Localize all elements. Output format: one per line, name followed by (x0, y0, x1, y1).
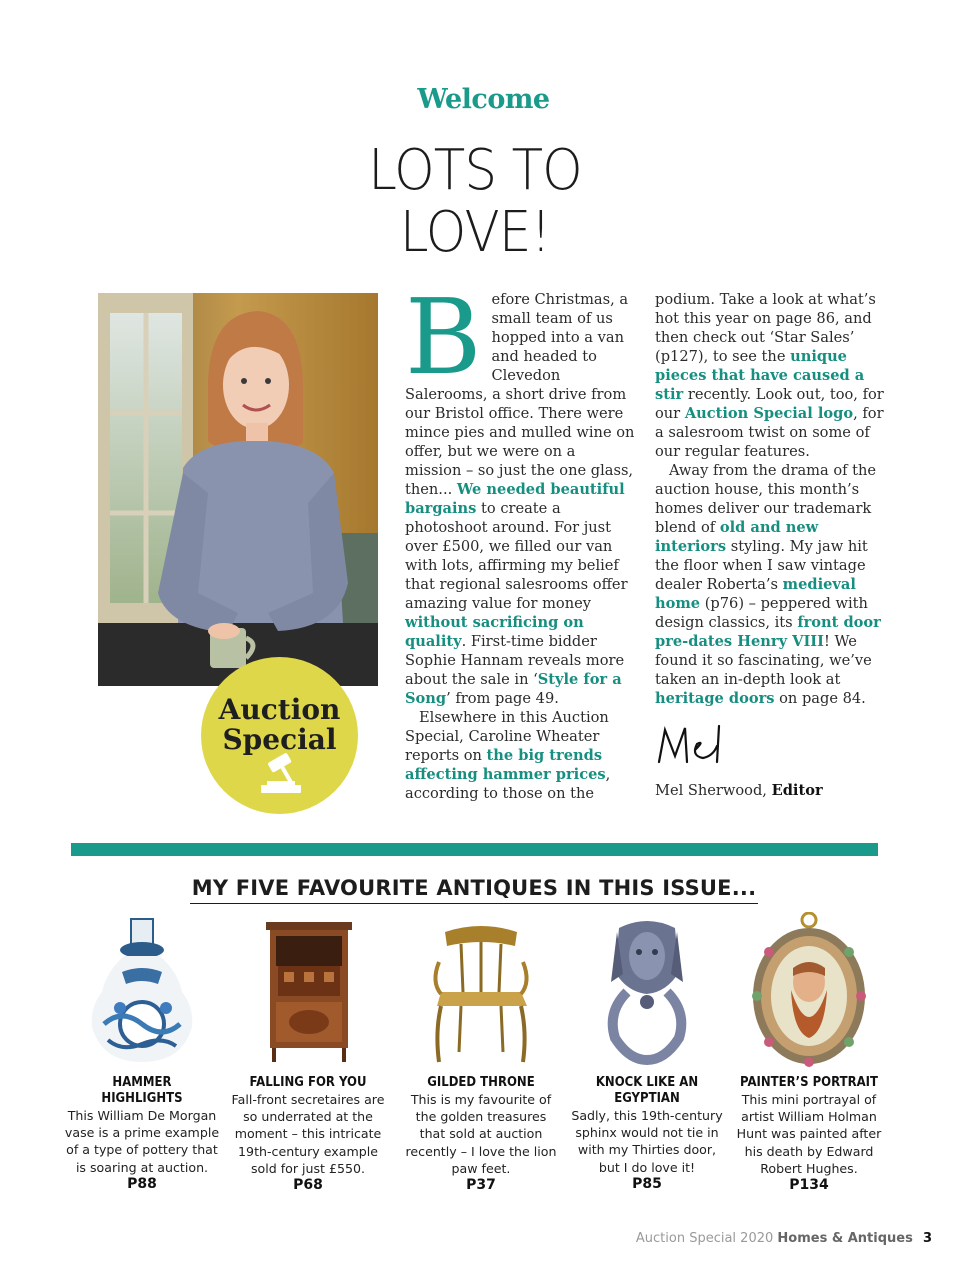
editorial-text: ! We found it so fascinating, we’ve taken an in-depth look at (655, 633, 872, 688)
editorial-text: on page 84. (774, 690, 866, 707)
badge-line-2: Special (222, 723, 337, 756)
editorial-text: efore Christmas, a small team of us hopped into a van and headed to Clevedon Salerooms, a short drive from our Bristol office. There were mince pies and mulled wine on offer, but we were on a mission – so just the one glass, then... (405, 291, 635, 498)
favourites-heading: MY FIVE FAVOURITE ANTIQUES IN THIS ISSUE... (190, 876, 758, 904)
editorial-text: (p76) – peppered with design classics, its (655, 595, 868, 631)
editorial-text: Elsewhere in this Auction Special, Caroline Wheater reports on (405, 709, 609, 764)
editorial-text: podium. Take a look at what’s hot this year on page 86, and then check out ‘Star Sales’ (p127), to see the (655, 291, 876, 365)
editorial-text: ’ from page 49. (446, 690, 559, 707)
page-title (0, 140, 950, 264)
sphinx-knocker-image (567, 912, 727, 1072)
auction-special-badge (201, 657, 358, 814)
badge-line-1: Auction (218, 693, 341, 726)
item-page-ref: P37 (466, 1177, 496, 1194)
editor-signature (655, 722, 735, 776)
vase-image (62, 912, 222, 1072)
item-description: This William De Morgan vase is a prime example of a type of pottery that is soaring at auction. (64, 1108, 220, 1175)
item-heading: PAINTER’S PORTRAIT (739, 1075, 879, 1090)
editorial-text: styling. My jaw hit the floor when I saw vintage dealer Roberta’s (655, 538, 868, 593)
highlight-link: heritage doors (655, 690, 775, 707)
item-description: This mini portrayal of artist William Holman Hunt was painted after his death by Edward Robert Hughes. (736, 1092, 882, 1176)
highlight-link: medieval home (655, 576, 856, 612)
highlight-link: without sacrificing on quality (405, 614, 584, 650)
highlight-link: We needed beautiful bargains (405, 481, 625, 517)
editorial-column-2 (655, 290, 887, 708)
editor-credit (655, 782, 823, 799)
editor-name: Mel Sherwood, (655, 782, 772, 799)
highlight-link: front door pre-dates Henry VIII (655, 614, 881, 650)
editorial-text: , for a salesroom twist on some of our regular features. (655, 405, 884, 460)
highlight-link: the big trends affecting hammer prices (405, 747, 606, 783)
editorial-column-1 (405, 276, 635, 803)
item-page-ref: P134 (789, 1177, 829, 1194)
item-heading: KNOCK LIKE AN EGYPTIAN (595, 1075, 699, 1106)
item-description: Sadly, this 19th-century sphinx would not tie in with my Thirties door, but I do love it! (571, 1108, 723, 1175)
item-heading: FALLING FOR YOU (249, 1075, 367, 1090)
footer-magazine: Homes & Antiques (777, 1231, 913, 1246)
gavel-icon (253, 753, 309, 797)
footer-issue: Auction Special 2020 (635, 1231, 774, 1246)
page-footer (636, 1231, 932, 1246)
gilded-chair-image (401, 912, 561, 1072)
footer-page-number: 3 (922, 1231, 932, 1246)
editorial-text: , according to those on the (405, 766, 611, 802)
item-description: This is my favourite of the golden treasures that sold at auction recently – I love the lion paw feet. (405, 1092, 557, 1176)
item-page-ref: P88 (127, 1175, 157, 1192)
divider-band (71, 843, 878, 856)
item-page-ref: P85 (632, 1175, 662, 1192)
section-label: Welcome (417, 84, 550, 115)
editorial-text: recently. Look out, too, for our (655, 386, 884, 422)
item-heading: HAMMER HIGHLIGHTS (101, 1075, 183, 1106)
drop-cap: B (405, 276, 482, 398)
item-description: Fall-front secretaires are so underrated at the moment – this intricate 19th-century example sold for just £550. (231, 1092, 385, 1176)
item-heading: GILDED THRONE (427, 1075, 535, 1090)
portrait-pendant-image (729, 912, 889, 1072)
highlight-link: old and new interiors (655, 519, 819, 555)
editorial-text: Away from the drama of the auction house, this month’s homes deliver our trademark blend of (655, 462, 877, 536)
editorial-text: . First-time bidder Sophie Hannam reveals more about the sale in ‘ (405, 633, 625, 688)
editor-role: Editor (771, 782, 823, 799)
editor-photo (98, 293, 378, 686)
editorial-text: to create a photoshoot around. For just over £500, we filled our van with lots, affirming my belief that regional salesrooms offer amazing value for money (405, 500, 628, 612)
highlight-link: Auction Special logo (684, 405, 854, 422)
highlight-link: Style for a Song (405, 671, 622, 707)
item-page-ref: P68 (293, 1177, 323, 1194)
title-line-2: LOVE! (399, 200, 551, 265)
highlight-link: unique pieces that have caused a stir (655, 348, 865, 403)
title-line-1: LOTS TO (368, 138, 582, 203)
secretaire-image (228, 912, 388, 1072)
